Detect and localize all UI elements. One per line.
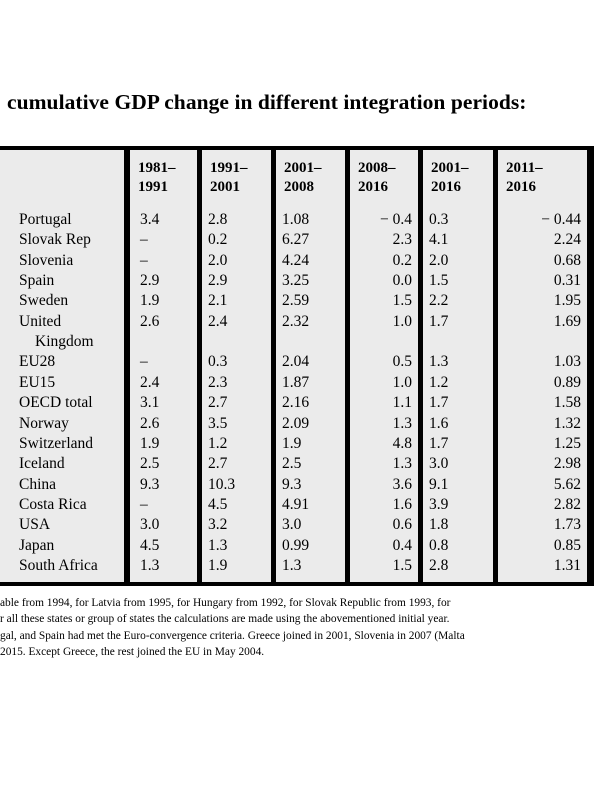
table-cell: 1.0 [392,312,412,330]
table-cell: 9.3 [282,475,302,493]
table-cell: 4.8 [392,434,412,452]
column-header-line: 2008 [284,179,314,195]
period-column [350,150,418,582]
table-cell: 2.0 [429,251,449,269]
period-column [423,150,493,582]
table-cell: 1.3 [429,353,449,371]
table-cell: 0.2 [208,231,228,249]
table-title: cumulative GDP change in different integration periods: [7,90,527,114]
table-cell: 2.59 [282,292,310,310]
column-header-line: 2016 [431,179,461,195]
table-cell: 3.5 [208,414,228,432]
table-cell: 2.5 [140,455,160,473]
table-cell: 2.09 [282,414,310,432]
country-column [0,150,124,582]
table-cell: 1.31 [553,556,581,574]
footnote-line: 2015. Except Greece, the rest joined the EU in May 2004. [0,645,265,658]
table-cell: 1.7 [429,312,449,330]
table-cell: 2.8 [429,556,449,574]
table-cell: 0.85 [553,536,581,554]
country-label: Slovenia [19,251,74,269]
country-label: Spain [19,272,55,290]
country-label: United [19,312,62,330]
column-header-line: 2016 [358,179,388,195]
table-cell: 1.1 [392,394,412,412]
table-cell: 5.62 [553,475,581,493]
table-cell: 0.3 [208,353,228,371]
table-cell: 2.32 [282,312,310,330]
table-cell: 1.9 [282,434,302,452]
country-label: Iceland [19,455,65,473]
column-header-line: 2008– [358,160,396,176]
table-cell: − 0.4 [380,211,412,228]
column-header [358,159,396,197]
table-cell: 0.31 [553,272,581,290]
table-cell: 10.3 [208,475,236,493]
table-cell: 2.8 [208,211,228,228]
table-cell: 1.95 [553,292,581,310]
table-footnotes [0,595,599,660]
table-cell: 4.1 [429,231,449,249]
column-header-line: 2001 [210,179,240,195]
table-cell: 3.0 [429,455,449,473]
table-cell: 3.2 [208,516,228,534]
table-cell: 1.9 [140,434,160,452]
table-cell: 4.5 [140,536,160,554]
period-column [202,150,271,582]
table-cell: 1.9 [140,292,160,310]
table-cell: 1.3 [392,414,412,432]
table-cell: 1.08 [282,211,310,228]
table-cell: 0.6 [392,516,412,534]
gdp-table [0,146,594,586]
table-cell: 2.0 [208,251,228,269]
table-cell: 2.4 [208,312,228,330]
column-header [506,159,543,197]
table-cell: 0.89 [553,373,581,391]
table-cell: – [140,353,148,371]
country-label: Kingdom [35,333,94,351]
table-cell: 2.9 [208,272,228,290]
table-cell: 2.3 [392,231,412,249]
column-header-line: 2001– [284,160,322,176]
column-header-line: 2016 [506,179,536,195]
table-cell: 2.16 [282,394,310,412]
table-cell: 2.5 [282,455,302,473]
table-cell: 1.5 [392,556,412,574]
table-cell: 1.9 [208,556,228,574]
table-cell: 1.5 [429,272,449,290]
table-cell: 9.1 [429,475,449,493]
table-cell: 1.8 [429,516,449,534]
table-cell: 0.5 [392,353,412,371]
country-label: Japan [19,536,55,554]
country-label: Slovak Rep [19,231,91,249]
table-cell: 1.7 [429,394,449,412]
table-cell: 1.25 [553,434,581,452]
table-cell: 2.3 [208,373,228,391]
table-cell: 6.27 [282,231,310,249]
table-cell: 3.25 [282,272,310,290]
table-cell: 2.98 [553,455,581,473]
column-header [284,159,322,197]
country-label: Sweden [19,292,69,310]
table-cell: 1.69 [553,312,581,330]
table-cell: 0.2 [392,251,412,269]
table-cell: 0.68 [553,251,581,269]
table-cell: 0.8 [429,536,449,554]
table-cell: 0.0 [392,272,412,290]
table-cell: 0.3 [429,211,449,228]
table-cell: 1.32 [553,414,581,432]
table-cell: − 0.44 [541,211,581,228]
period-column [276,150,345,582]
table-cell: 3.0 [282,516,302,534]
country-label: Norway [19,414,69,432]
table-cell: 1.58 [553,394,581,412]
table-cell: 1.5 [392,292,412,310]
column-header [210,159,248,197]
table-cell: 2.2 [429,292,449,310]
column-header-line: 1981– [138,160,176,176]
column-header-line: 1991 [138,179,168,195]
period-column [130,150,197,582]
table-cell: – [140,231,148,249]
table-cell: 3.4 [140,211,160,228]
table-cell: 0.4 [392,536,412,554]
table-cell: 1.2 [208,434,228,452]
table-cell: 1.3 [282,556,302,574]
table-cell: 1.2 [429,373,449,391]
table-cell: 3.1 [140,394,160,412]
table-cell: 4.24 [282,251,310,269]
table-cell: 3.9 [429,495,449,513]
table-cell: 1.3 [140,556,160,574]
table-cell: 2.4 [140,373,160,391]
country-label: Portugal [19,211,72,228]
table-cell: 2.6 [140,312,160,330]
column-header [431,159,469,197]
country-label: EU28 [19,353,56,371]
table-cell: – [140,251,148,269]
table-cell: 1.73 [553,516,581,534]
table-cell: – [140,495,148,513]
table-cell: 1.6 [429,414,449,432]
table-cell: 4.91 [282,495,310,513]
table-cell: 1.87 [282,373,310,391]
table-cell: 2.82 [553,495,581,513]
table-cell: 1.03 [553,353,581,371]
table-cell: 3.0 [140,516,160,534]
table-cell: 0.99 [282,536,310,554]
table-cell: 2.24 [553,231,581,249]
column-header-line: 1991– [210,160,248,176]
table-cell: 1.6 [392,495,412,513]
table-cell: 2.6 [140,414,160,432]
table-cell: 1.3 [392,455,412,473]
country-label: OECD total [19,394,93,412]
country-label: South Africa [19,556,98,574]
table-cell: 9.3 [140,475,160,493]
table-cell: 1.0 [392,373,412,391]
table-cell: 1.7 [429,434,449,452]
table-cell: 3.6 [392,475,412,493]
period-column [498,150,587,582]
country-label: Costa Rica [19,495,87,513]
table-cell: 2.7 [208,394,228,412]
column-header [138,159,176,197]
table-cell: 2.7 [208,455,228,473]
footnote-line: r all these states or group of states the calculations are made using the abovementioned initial year. [0,613,450,626]
table-cell: 2.04 [282,353,310,371]
country-label: USA [19,516,51,534]
table-cell: 4.5 [208,495,228,513]
country-label: Switzerland [19,434,94,452]
country-label: China [19,475,57,493]
footnote-line: able from 1994, for Latvia from 1995, for Hungary from 1992, for Slovak Republic from 1993, for [0,597,451,609]
table-cell: 1.3 [208,536,228,554]
column-header-line: 2001– [431,160,469,176]
footnote-line: gal, and Spain had met the Euro-convergence criteria. Greece joined in 2001, Slovenia in 2007 (Malta [0,629,465,642]
table-cell: 2.9 [140,272,160,290]
table-cell: 2.1 [208,292,228,310]
country-label: EU15 [19,373,56,391]
column-header-line: 2011– [506,160,543,176]
